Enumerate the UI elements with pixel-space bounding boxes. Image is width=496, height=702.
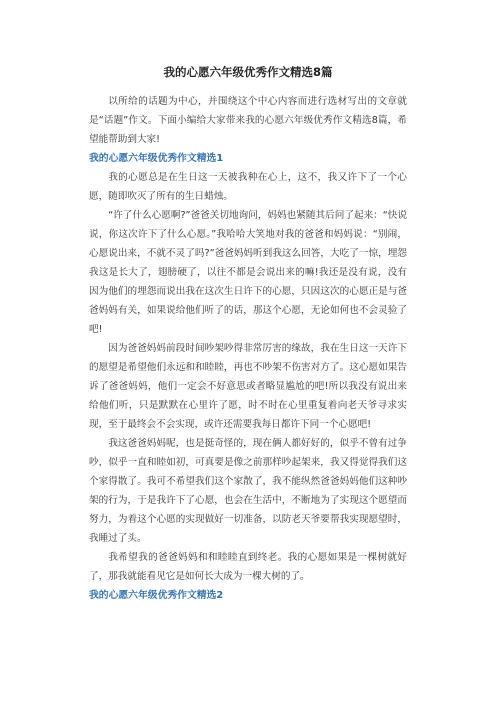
- section-heading-2: 我的心愿六年级优秀作文精选2: [89, 590, 224, 601]
- paragraph: 我希望我的爸爸妈妈和和睦睦直到终老。我的心愿如果是一棵树就好了，那我就能看见它是如何长大成为一棵大树的了。: [89, 552, 407, 582]
- intro-paragraph: 以所给的话题为中心，并围绕这个中心内容而进行选材写出的文章就是“话题”作文。下面小编给大家带来我的心愿六年级优秀作文精选8篇，希望能帮助到大家!: [89, 96, 407, 145]
- paragraph: 我这爸爸妈妈呢，也是挺奇怪的，现在俩人都好好的，似乎不曾有过争吵，似乎一直和睦如初，可真要是像之前那样吵起架来，我又得觉得我们这个家得散了。我可不希望我们这个家散了，我不能纵然爸爸妈妈他们这种吵架的行为，于是我许下了心愿，也会在生活中，不断地为了实现这个愿望而努力，为着这个心愿的实现做好一切准备，以防老天爷要帮我实现愿望时，我睡过了头。: [89, 438, 407, 544]
- paragraph: 因为爸爸妈妈前段时间吵架吵得非常厉害的缘故，我在生日这一天许下的愿望是希望他们永远和和睦睦，再也不吵架不伤害对方了。这心愿如果告诉了爸爸妈妈，他们一定会不好意思或者略显尴尬的吧!所以我没有说出来给他们听，只是默默在心里许了愿，时不时在心里重复着向老天爷寻求实现，至于最终会不会实现，或许还需要我每日都许下同一个心愿吧!: [89, 343, 407, 430]
- paragraph: “许了什么心愿啊?”爸爸关切地询问，妈妈也紧随其后问了起来：“快说说，你这次许下了什么心愿。”我哈哈大笑地对我的爸爸和妈妈说：“别闹，心愿说出来，不就不灵了吗?”爸爸妈妈听到我这么回答，大吃了一惊，埋怨我这是长大了，翅膀硬了，以往不都是会说出来的嘛!我还是没有说，没有因为他们的埋怨而说出我在这次生日许下的心愿，只因这次的心愿正是与爸爸妈妈有关，如果说给他们听了的话，那这个心愿，无论如何也不会灵验了吧!: [89, 210, 407, 335]
- section-heading-1: 我的心愿六年级优秀作文精选1: [89, 153, 224, 164]
- paragraph: 我的心愿总是在生日这一天被我种在心上，这不，我又许下了一个心愿，随即吹灭了所有的生日蜡烛。: [89, 172, 407, 202]
- document-title: 我的心愿六年级优秀作文精选8篇: [163, 65, 333, 79]
- document-body: [89, 92, 407, 605]
